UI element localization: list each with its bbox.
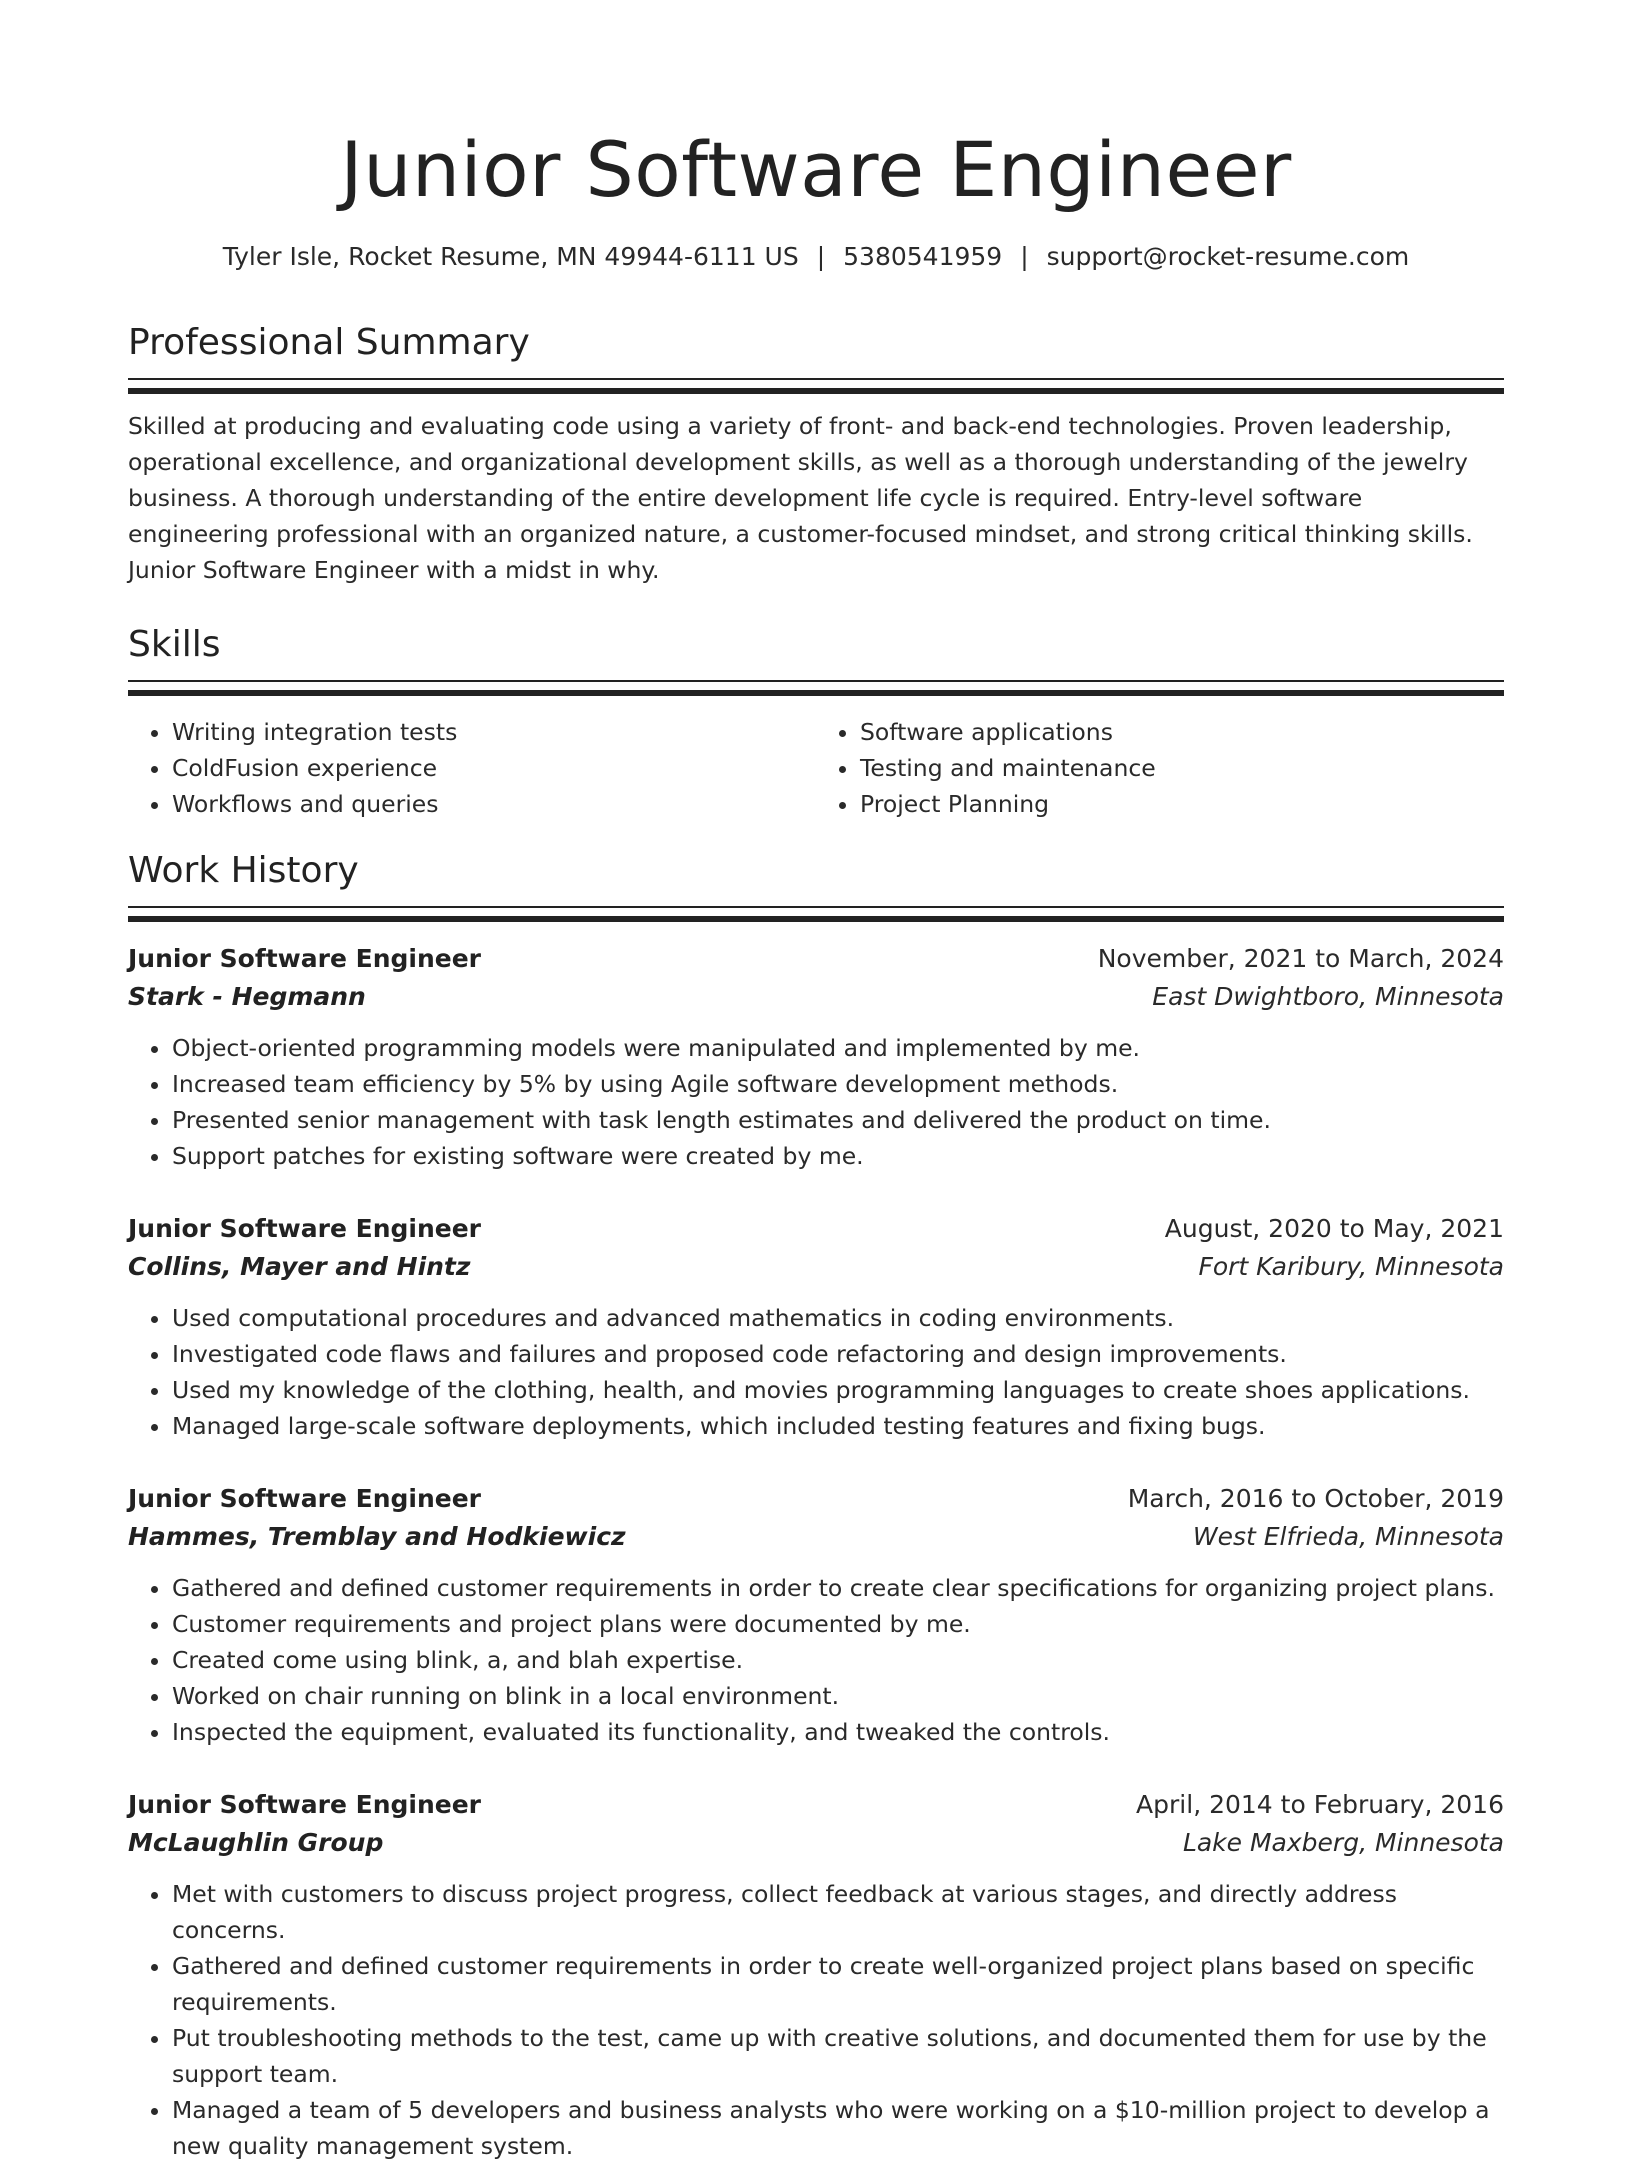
job-bullet: • Put troubleshooting methods to the test, came up with creative solutions, and documented them for use by the support team. bbox=[172, 2020, 1504, 2092]
job-bullet: • Met with customers to discuss project progress, collect feedback at various stages, and directly address concerns. bbox=[172, 1876, 1504, 1948]
resume-name: Junior Software Engineer bbox=[340, 125, 1292, 214]
job-dates: November, 2021 to March, 2024 bbox=[1097, 944, 1504, 973]
job-bullet: • Used my knowledge of the clothing, health, and movies programming languages to create shoes applications. bbox=[172, 1372, 1504, 1408]
job-bullet: • Gathered and defined customer requirements in order to create well-organized project plans based on specific requirements. bbox=[172, 1948, 1504, 2020]
contact-separator: | bbox=[1020, 242, 1029, 271]
job-company: Hammes, Tremblay and Hodkiewicz bbox=[128, 1522, 626, 1551]
job-bullet: • Managed a team of 5 developers and business analysts who were working on a $10-million project to develop a new quality management system. bbox=[172, 2092, 1504, 2164]
resume-page bbox=[128, 0, 1504, 2164]
skill-item: • Software applications bbox=[860, 714, 1504, 750]
job-bullet: • Customer requirements and project plans were documented by me. bbox=[172, 1606, 1504, 1642]
job-header bbox=[128, 1786, 1504, 1824]
job-bullet: • Managed large-scale software deployments, which included testing features and fixing bugs. bbox=[172, 1408, 1504, 1444]
job-location: Lake Maxberg, Minnesota bbox=[1182, 1828, 1504, 1857]
job-title: Junior Software Engineer bbox=[128, 1484, 482, 1513]
skills-section bbox=[128, 622, 1504, 822]
job-bullets bbox=[128, 1030, 1504, 1174]
section-title-skills: Skills bbox=[128, 624, 221, 665]
job-bullet: • Object-oriented programming models were manipulated and implemented by me. bbox=[172, 1030, 1504, 1066]
job-bullet: • Gathered and defined customer requirements in order to create clear specifications for organizing project plans. bbox=[172, 1570, 1504, 1606]
section-divider bbox=[128, 378, 1504, 394]
job-bullet: • Inspected the equipment, evaluated its functionality, and tweaked the controls. bbox=[172, 1714, 1504, 1750]
job-header bbox=[128, 1210, 1504, 1248]
job-bullet: • Support patches for existing software were created by me. bbox=[172, 1138, 1504, 1174]
contact-address: Tyler Isle, Rocket Resume, MN 49944-6111 US bbox=[222, 242, 799, 271]
job-entry bbox=[128, 940, 1504, 1174]
skills-column-right bbox=[816, 714, 1504, 822]
job-location: West Elfrieda, Minnesota bbox=[1192, 1522, 1504, 1551]
job-title: Junior Software Engineer bbox=[128, 1214, 482, 1243]
job-subheader bbox=[128, 1248, 1504, 1286]
professional-summary-section bbox=[128, 320, 1504, 588]
work-history-section bbox=[128, 848, 1504, 2164]
contact-line bbox=[128, 240, 1504, 274]
skills-grid bbox=[128, 714, 1504, 822]
job-title: Junior Software Engineer bbox=[128, 944, 482, 973]
skill-item: • Project Planning bbox=[860, 786, 1504, 822]
job-location: East Dwightboro, Minnesota bbox=[1152, 982, 1504, 1011]
skill-item: • ColdFusion experience bbox=[172, 750, 816, 786]
job-entry bbox=[128, 1786, 1504, 2164]
job-bullet: • Investigated code flaws and failures and proposed code refactoring and design improvements. bbox=[172, 1336, 1504, 1372]
section-divider bbox=[128, 680, 1504, 696]
skills-column-left bbox=[128, 714, 816, 822]
job-location: Fort Karibury, Minnesota bbox=[1198, 1252, 1504, 1281]
section-title-summary: Professional Summary bbox=[128, 322, 530, 363]
job-subheader bbox=[128, 1518, 1504, 1556]
job-bullet: • Presented senior management with task length estimates and delivered the product on time. bbox=[172, 1102, 1504, 1138]
section-divider bbox=[128, 906, 1504, 922]
job-title: Junior Software Engineer bbox=[128, 1790, 482, 1819]
job-subheader bbox=[128, 1824, 1504, 1862]
contact-phone: 5380541959 bbox=[843, 242, 1003, 271]
skill-item: • Workflows and queries bbox=[172, 786, 816, 822]
job-bullet: • Worked on chair running on blink in a local environment. bbox=[172, 1678, 1504, 1714]
job-entry bbox=[128, 1480, 1504, 1750]
contact-email: support@rocket-resume.com bbox=[1046, 242, 1410, 271]
job-bullet: • Increased team efficiency by 5% by using Agile software development methods. bbox=[172, 1066, 1504, 1102]
job-dates: April, 2014 to February, 2016 bbox=[1136, 1790, 1504, 1819]
job-bullets bbox=[128, 1300, 1504, 1444]
job-bullet: • Created come using blink, a, and blah expertise. bbox=[172, 1642, 1504, 1678]
job-company: McLaughlin Group bbox=[128, 1828, 384, 1857]
job-company: Stark - Hegmann bbox=[128, 982, 366, 1011]
summary-text: Skilled at producing and evaluating code using a variety of front- and back-end technologies. Proven leadership, operational excellence, and organizational development skills, as well as a thorough understanding of the jewelry business. A thorough understanding of the entire development life cycle is required. Entry-level software engineering professional with an organized nature, a customer-focused mindset, and strong critical thinking skills. Junior Software Engineer with a midst in why. bbox=[128, 412, 1473, 584]
job-dates: August, 2020 to May, 2021 bbox=[1164, 1214, 1504, 1243]
job-bullets bbox=[128, 1570, 1504, 1750]
job-bullet: • Used computational procedures and advanced mathematics in coding environments. bbox=[172, 1300, 1504, 1336]
job-header bbox=[128, 940, 1504, 978]
contact-separator: | bbox=[816, 242, 826, 271]
skill-item: • Testing and maintenance bbox=[860, 750, 1504, 786]
job-bullets bbox=[128, 1876, 1504, 2164]
job-company: Collins, Mayer and Hintz bbox=[128, 1252, 471, 1281]
job-subheader bbox=[128, 978, 1504, 1016]
job-header bbox=[128, 1480, 1504, 1518]
job-dates: March, 2016 to October, 2019 bbox=[1127, 1484, 1504, 1513]
section-title-work: Work History bbox=[128, 850, 359, 891]
job-entry bbox=[128, 1210, 1504, 1444]
skill-item: • Writing integration tests bbox=[172, 714, 816, 750]
